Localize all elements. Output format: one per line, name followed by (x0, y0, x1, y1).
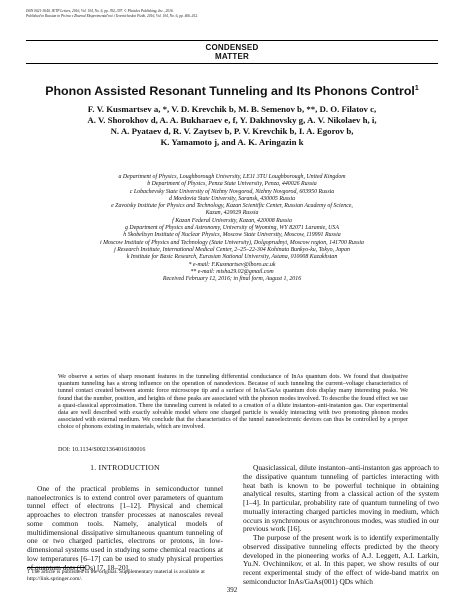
author-line: N. A. Pyataev d, R. V. Zaytsev b, P. V. Krevchik b, I. A. Egorov b, (110, 126, 354, 136)
page-number: 392 (226, 586, 238, 594)
section-label-line-2: MATTER (215, 52, 249, 61)
affiliation-line: a Department of Physics, Loughborough University, LE11 3TU Loughborough, United Kingdom (118, 174, 346, 180)
author-list (40, 104, 424, 148)
section-heading-introduction: 1. INTRODUCTION (90, 463, 160, 472)
email-line: ** e-mail: misha29.02@gmail.com (190, 268, 274, 275)
section-rule-top (26, 40, 438, 41)
received-date: Received February 12, 2016; in final form, August 1, 2016 (162, 276, 302, 283)
abstract: We observe a series of sharp resonant features in the tunneling differential conductance of InAs quantum dots. We found that dissipative quantum tunneling has a strong influence on the operation of nanodevices. Because of such tunneling the current–voltage characteristics of tunnel contact created between atomic force microscope tip and a surface of InAs/GaAs quantum dots display many interesting peaks. We found that the number, position, and heights of these peaks are associated with the phonon modes involved. To describe the found effect we use a quasi-classical approximation. There the tunneling current is related to a creation of a dilute instanton–anti-instanton gas. Our experimental data are well described with exactly solvable model where one charged particle is weakly interacting with two promoting phonon modes associated with external medium. We conclude that the characteristics of the tunnel nanoelectronic devices can thus be controlled by a proper choice of phonons existing in materials, which are involved. (58, 374, 408, 431)
intro-paragraph: Quasiclassical, dilute instanton–anti-instanton gas approach to the dissipative quantum tunneling of particles interacting with heat bath is known to be powerful technique in obtaining analytical results, starting from a classical action of the system [1–4]. In particular, probability rate of quantum tunneling of two mutually interacting charged particles moving in medium, which occurs in synchronous or asynchronous modes, was studied in our previous work [16]. (243, 463, 439, 534)
paper-title-text: Phonon Assisted Resonant Tunneling and Its Phonons Control (45, 84, 415, 98)
affiliation-line: d Mordovia State University, Saransk, 430005 Russia (168, 195, 296, 202)
masthead-line-1: ISSN 0021-3640, JETP Letters, 2016, Vol. 104, No. 6, pp. 392–397. © Pleiades Publishing, Inc., 2016. (26, 9, 174, 13)
affiliation-line: g Department of Physics and Astronomy, University of Wyoming, WY 82071 Laramie, USA (125, 225, 339, 232)
masthead-line-2: Published in Russian in Pis'ma v Zhurnal Eksperimental'noi i Teoreticheskoi Fiziki, 2016, Vol. 104, No. 6, pp. 406–412. (26, 14, 199, 18)
right-column (243, 464, 439, 587)
affiliation-line: h Skobeltsyn Institute of Nuclear Physics, Moscow State University, Moscow, 119991 Russia (123, 232, 341, 239)
affiliation-line: k Institute for Basic Research, Eurasian National University, Astana, 010008 Kazakhstan (126, 254, 338, 261)
affiliation-line: j Research Institute, International Medical Center, 2–25–22-304 Kohinata Bunkyo-ku, Tokyo, Japan (114, 246, 350, 253)
affiliation-line: b Department of Physics, Penza State University, Penza, 440026 Russia (147, 181, 317, 188)
affiliation-line: i Moscow Institute of Physics and Technology (State University), Dolgoprudnyi, Moscow region, 141700 Russia (100, 239, 364, 246)
footnote-rule (27, 567, 85, 568)
section-rule-bottom (26, 63, 438, 64)
paper-title (0, 84, 464, 98)
affiliation-list (30, 174, 434, 283)
doi-link[interactable]: DOI: 10.1134/S0021364016180016 (58, 447, 146, 453)
author-line: K. Yamamoto j, and A. K. Aringazin k (160, 137, 304, 147)
section-label-line-1: CONDENSED (205, 43, 259, 52)
email-line: * e-mail: F.Kusmartsev@lboro.ac.uk (188, 261, 276, 268)
footnote: 1 The article is published in the original. Supplementary material is available at http://link.springer.com/. (27, 569, 205, 582)
title-footnote-marker: 1 (414, 84, 419, 92)
author-line: A. V. Shorokhov d, A. A. Bukharaev e, f, Y. Dakhnovsky g, A. V. Nikolaev h, i, (87, 115, 377, 125)
affiliation-line: c Lobachevsky State University of Nizhny Novgorod, Nizhny Novgorod, 603950 Russia (129, 188, 335, 195)
intro-paragraph: The purpose of the present work is to identify experimentally observed dissipative tunneling effects predicted by the theory developed in the pioneering works of A.J. Leggett, A.I. Larkin, Yu.N. Ovchinnikov, et al. In this paper, we show results of our recent experimental study of the effect of wide-band matrix on semiconductor InAs/GaAs(001) QDs which (243, 533, 439, 586)
affiliation-line: Kazan, 420029 Russia (205, 210, 259, 217)
author-line: F. V. Kusmartsev a, *, V. D. Krevchik b, M. B. Semenov b, **, D. O. Filatov c, (87, 104, 377, 114)
intro-paragraph: One of the practical problems in semiconductor tunnel nanoelectronics is to extend control over parameters of quantum tunnel effect of electrons [1–12]. Physical and chemical approaches to electron transfer processes at nanoscales reveal some common tools. Namely, analytical models of multidimensional dissipative simultaneous quantum tunneling of one or two charged particles, electrons or protons, in low-dimensional systems used in studying some chemical reactions at low temperatures [6–17] can be used to study physical properties of quantum dots (QDs) [7, 18–20]. (27, 483, 223, 572)
affiliation-line: f Kazan Federal University, Kazan, 420008 Russia (172, 217, 292, 224)
affiliation-line: e Zavoisky Institute for Physics and Technology, Kazan Scientific Center, Russian Academy of Science, (111, 203, 353, 210)
left-column (27, 464, 223, 572)
journal-masthead (26, 9, 446, 19)
